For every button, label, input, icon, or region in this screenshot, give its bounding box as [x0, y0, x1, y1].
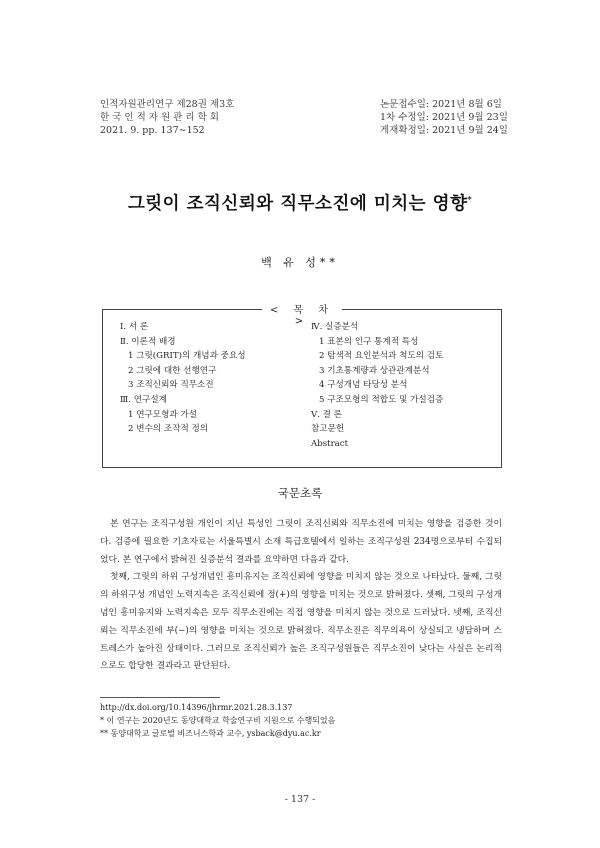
paper-title	[0, 190, 600, 215]
doi-link[interactable]: http://dx.doi.org/10.14396/jhrmr.2021.28.3.137	[100, 703, 293, 712]
submission-date-line: 게재확정일: 2021년 9월 24일	[380, 125, 508, 136]
toc-subitem: 1 연구모형과 가설	[128, 409, 198, 420]
submission-date-line: 1차 수정일: 2021년 9월 23일	[380, 112, 508, 123]
abstract-paragraph: 첫째, 그릿의 하위 구성개념인 흥미유지는 조직신뢰에 영향을 미치지 않는 것으로 나타났다. 둘째, 그릿의 하위구성 개념인 노력지속은 조직신뢰에 정(+)의 영향을 미치는 것으로 밝혀졌다. 셋째, 그릿의 구성개념인 흥미유지와 노력지속은 모두 직무소진에는 직접 영향을 미치지 않는 것으로 드러났다. 넷째, 조직신뢰는 직무소진에 부(−)의 영향을 미치는 것으로 밝혀졌다. 직무소진은 직무의욕이 상실되고 냉담하며 스트레스가 높아진 상태이다. 그러므로 조직신뢰가 높은 조직구성원들은 직무소진이 낮다는 사실은 논리적으로도 합당한 결과라고 판단된다.	[100, 572, 502, 672]
abstract-paragraph: 본 연구는 조직구성원 개인이 지닌 특성인 그릿이 조직신뢰와 직무소진에 미치는 영향을 검증한 것이다. 검증에 필요한 기초자료는 서울특별시 소재 특급호텔에서 일하는 조직구성원 234명으로부터 수집되었다. 본 연구에서 밝혀진 실증분석 결과를 요약하면 다음과 같다.	[100, 519, 502, 565]
submission-date-line: 논문접수일: 2021년 8월 6일	[380, 99, 502, 110]
toc-item: Ⅱ. 이론적 배경	[120, 336, 176, 347]
toc-item: 참고문헌	[311, 424, 345, 435]
toc-subitem: 4 구성개념 타당성 분석	[319, 380, 408, 391]
abstract-body	[100, 516, 502, 676]
footnote-divider	[100, 697, 220, 698]
journal-info-line: 2021. 9. pp. 137∼152	[100, 125, 205, 136]
journal-info-line: 인적자원관리연구 제28권 제3호	[100, 99, 235, 110]
toc-right-column	[311, 320, 443, 451]
toc-subitem: 1 그릿(GRIT)의 개념과 중요성	[128, 351, 246, 362]
author-footnote: ** 동양대학교 글로벌 비즈니스학과 교수, ysback@dyu.ac.kr	[100, 729, 321, 738]
page-number: - 137 -	[284, 794, 316, 805]
submission-dates	[380, 98, 508, 137]
paper-title-text: 그릿이 조직신뢰와 직무소진에 미치는 영향	[127, 194, 468, 214]
toc-subitem: 2 그릿에 대한 선행연구	[128, 365, 217, 376]
journal-info-line: 한 국 인 적 자 원 관 리 학 회	[100, 112, 219, 123]
author: 백 유 성**	[261, 256, 339, 269]
title-footnote-mark: *	[467, 194, 473, 205]
toc-subitem: 1 표본의 인구 통계적 특성	[319, 336, 419, 347]
journal-info	[100, 98, 234, 137]
toc-item: Ⅲ. 연구설계	[120, 394, 167, 405]
footnotes	[100, 701, 335, 740]
toc-item: Ⅰ. 서 론	[120, 322, 149, 332]
toc-item: Ⅳ. 실증분석	[311, 322, 359, 332]
toc-heading: < 목 차 >	[262, 301, 342, 327]
toc-subitem: 3 기초통계량과 상관관계분석	[319, 365, 430, 376]
toc-left-column	[120, 320, 246, 437]
toc-item: Ⅴ. 결 론	[311, 409, 343, 420]
toc-item: Abstract	[311, 438, 349, 449]
abstract-heading: 국문초록	[277, 486, 323, 500]
toc-subitem: 5 구조모형의 적합도 및 가설검증	[319, 394, 444, 405]
toc-subitem: 2 탐색적 요인분석과 척도의 검토	[319, 351, 444, 362]
funding-footnote: * 이 연구는 2020년도 동양대학교 학술연구비 지원으로 수행되었음	[100, 716, 336, 725]
toc-subitem: 2 변수의 조작적 정의	[128, 424, 209, 435]
toc-subitem: 3 조직신뢰와 직무소진	[128, 380, 214, 391]
